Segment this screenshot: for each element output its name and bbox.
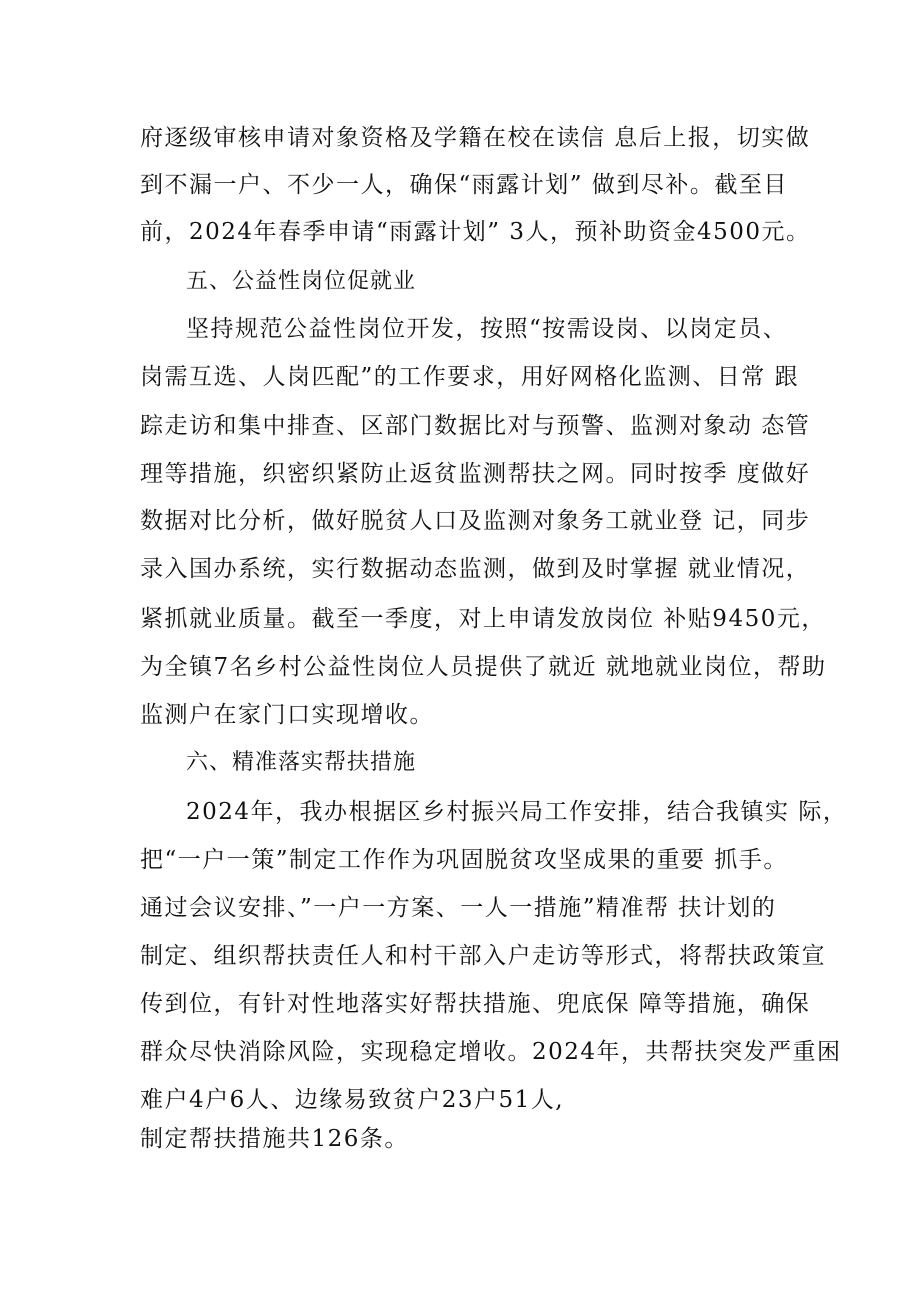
paragraph-line-22: 制定帮扶措施共126条。 <box>140 1126 409 1152</box>
paragraph-line-8: 理等措施，织密织紧防止返贫监测帮扶之网。同时按季 度做好 <box>140 461 811 487</box>
paragraph-line-12: 为全镇7名乡村公益性岗位人员提供了就近 就地就业岗位，帮助 <box>140 654 827 680</box>
paragraph-line-16: 把“一户一策”制定工作作为巩固脱贫攻坚成果的重要 抓手。 <box>140 847 788 873</box>
paragraph-line-7: 踪走访和集中排查、区部门数据比对与预警、监测对象动 态管 <box>140 413 811 439</box>
paragraph-line-20: 群众尽快消除风险，实现稳定增收。2024年，共帮扶突发严重困 <box>140 1039 842 1065</box>
paragraph-line-9: 数据对比分析，做好脱贫人口及监测对象务工就业登 记，同步 <box>140 508 811 534</box>
paragraph-line-15: 2024年，我办根据区乡村振兴局工作安排，结合我镇实 际， <box>186 799 848 825</box>
paragraph-line-10: 录入国办系统，实行数据动态监测，做到及时掌握 就业情况， <box>140 556 811 582</box>
paragraph-line-2: 到不漏一户、不少一人，确保“雨露计划” 做到尽补。截至目 <box>140 172 788 198</box>
paragraph-line-18: 制定、组织帮扶责任人和村干部入户走访等形式，将帮扶政策宣 <box>140 943 826 969</box>
paragraph-line-21: 难户4户6人、边缘易致贫户23户51人, <box>140 1087 565 1113</box>
section-heading-6: 六、精准落实帮扶措施 <box>186 750 417 775</box>
paragraph-line-19: 传到位，有针对性地落实好帮扶措施、兜底保 障等措施，确保 <box>140 991 811 1017</box>
paragraph-line-11: 紧抓就业质量。截至一季度，对上申请发放岗位 补贴9450元， <box>140 606 826 632</box>
paragraph-line-1: 府逐级审核申请对象资格及学籍在校在读信 息后上报，切实做 <box>140 125 811 151</box>
paragraph-line-13: 监测户在家门口实现增收。 <box>140 702 434 728</box>
paragraph-line-17: 通过会议安排、”一户一方案、一人一措施”精准帮 扶计划的 <box>140 895 777 921</box>
paragraph-line-5: 坚持规范公益性岗位开发，按照“按需设岗、以岗定员、 <box>186 316 788 342</box>
paragraph-line-3: 前，2024年春季申请“雨露计划” 3人，预补助资金4500元。 <box>140 219 811 245</box>
paragraph-line-6: 岗需互选、人岗匹配”的工作要求，用好网格化监测、日常 跟 <box>140 364 800 390</box>
section-heading-5: 五、公益性岗位促就业 <box>186 269 417 294</box>
